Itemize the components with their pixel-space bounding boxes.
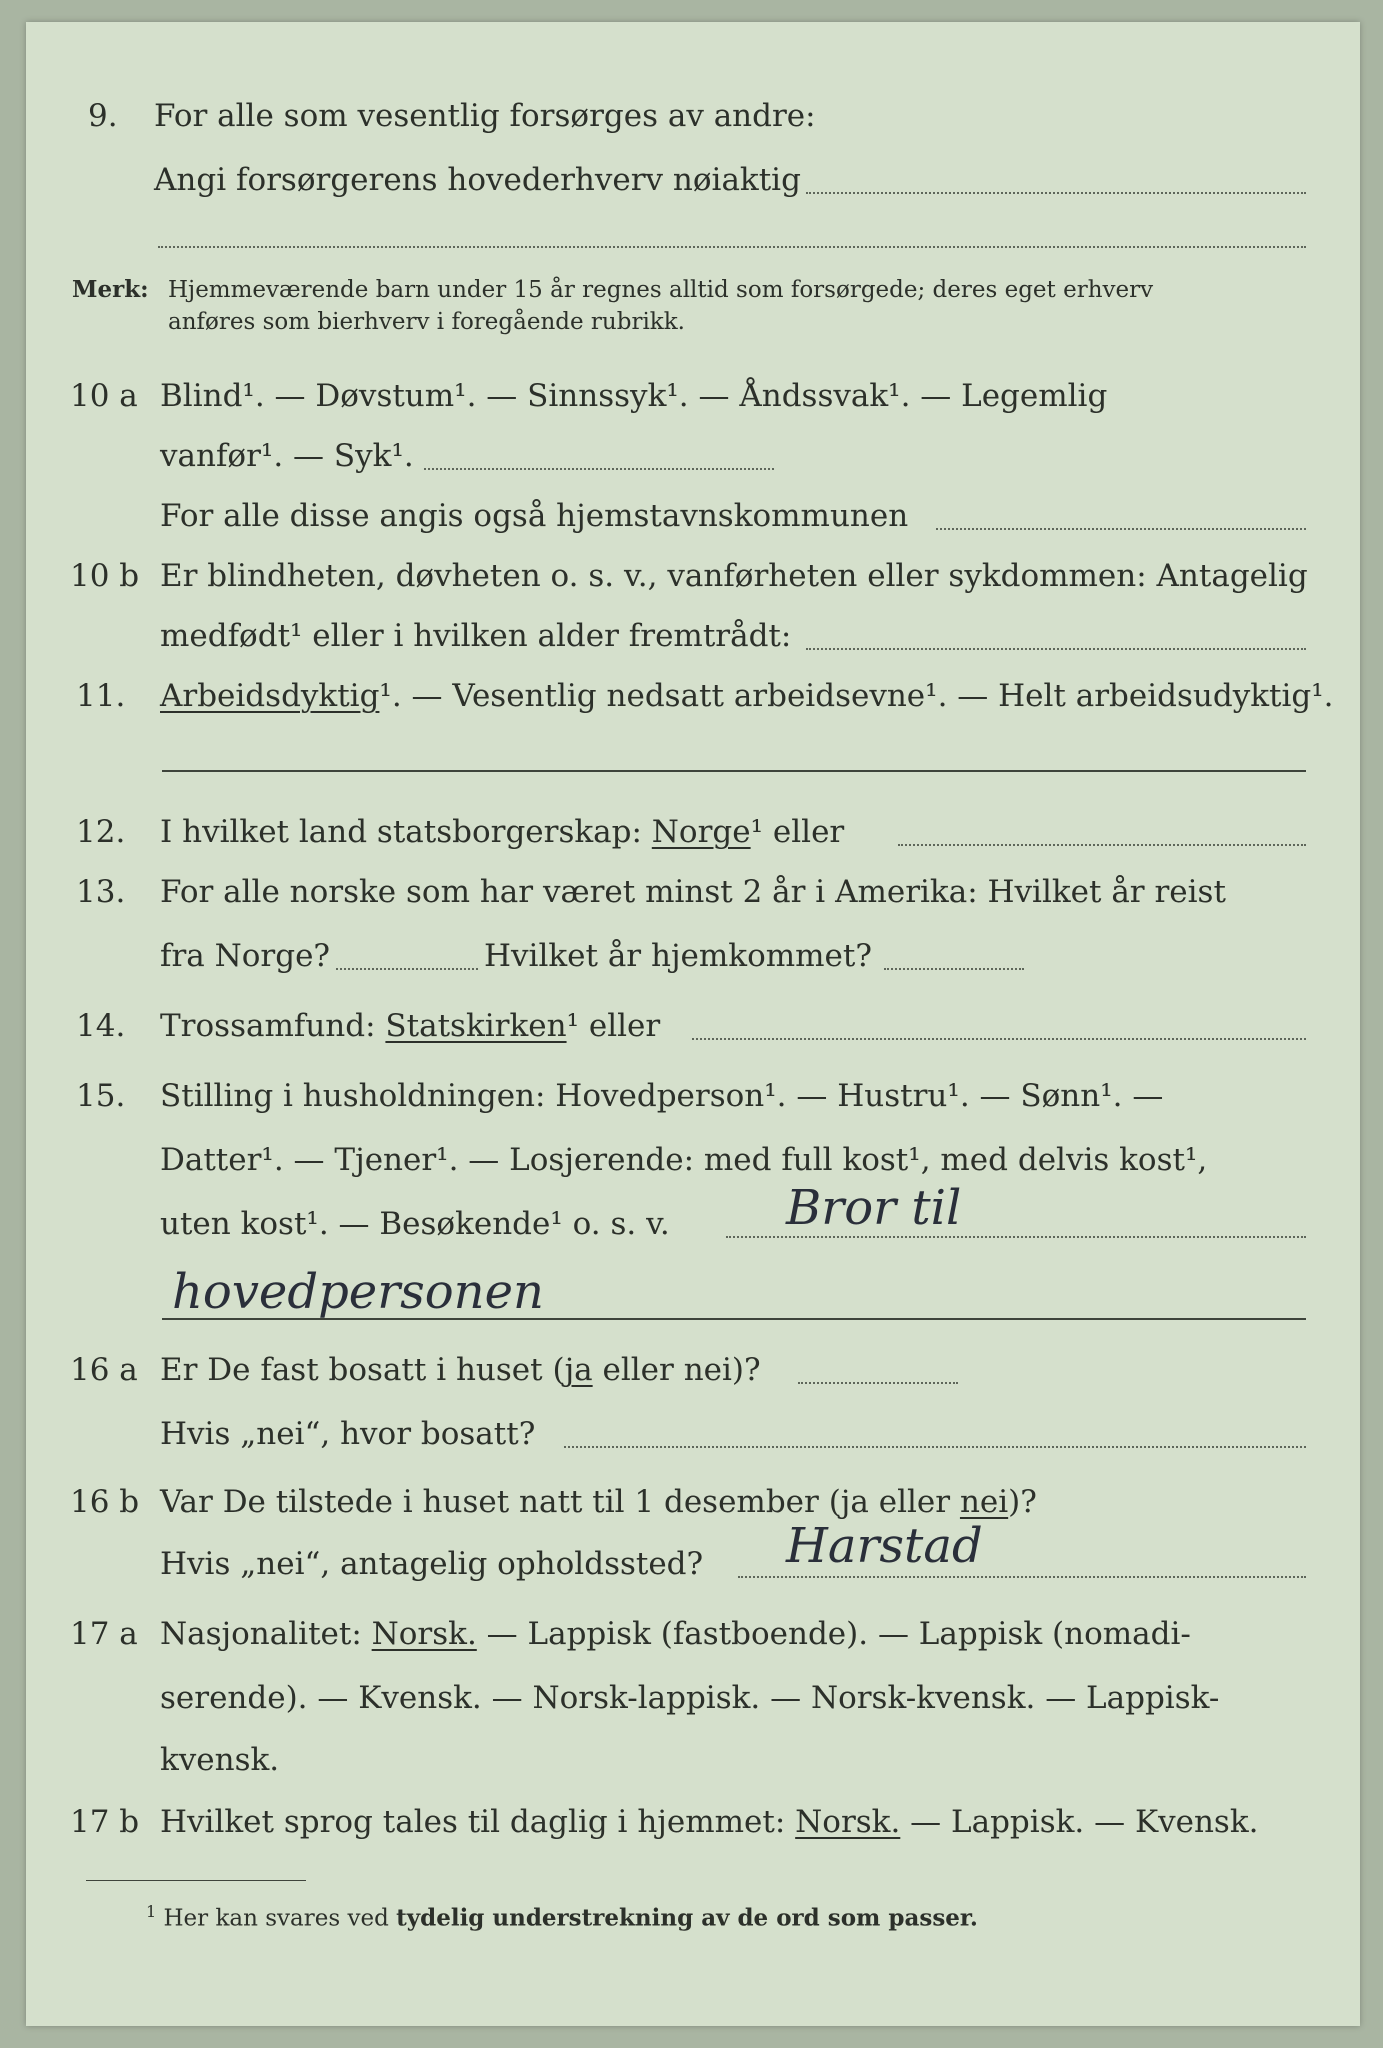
q10b-line2: medfødt¹ eller i hvilken alder fremtrådt:: [160, 618, 792, 654]
q16a-pre: Er De fast bosatt i huset (: [160, 1352, 565, 1388]
merk-line1: Hjemmeværende barn under 15 år regnes alltid som forsørgede; deres eget erhverv: [168, 277, 1154, 303]
q11-line: [160, 676, 1334, 716]
q10a-number: 10 a: [70, 378, 138, 414]
q10a-answer-line: [424, 468, 774, 470]
q17a-line3: kvensk.: [160, 1742, 280, 1778]
footnote: [146, 1896, 978, 1935]
q17a-norsk-underlined: Norsk.: [371, 1616, 477, 1652]
merk-line2: anføres som bierhverv i foregående rubrikk.: [168, 309, 685, 335]
q11-answer-line: [162, 770, 1306, 772]
q16a-bosatt-line: [564, 1446, 1306, 1448]
q16b-line1: [160, 1482, 1037, 1522]
q17b-norsk-underlined: Norsk.: [795, 1804, 901, 1840]
q12-norge-underlined: Norge: [651, 814, 751, 850]
q12-number: 12.: [76, 814, 126, 850]
q14-pre: Trossamfund:: [160, 1008, 376, 1044]
q15-line3: uten kost¹. — Besøkende¹ o. s. v.: [160, 1206, 670, 1242]
q16b-line2: Hvis „nei“, antagelig opholdssted?: [160, 1546, 704, 1582]
merk-label: Merk:: [72, 276, 149, 303]
q13-hjemkommet-line: [884, 968, 1024, 970]
q17a-post: — Lappisk (fastboende). — Lappisk (nomadi-: [476, 1616, 1191, 1652]
q10b-answer-line: [806, 648, 1306, 650]
q9-answer-line-2: [158, 246, 1306, 248]
q17b-number: 17 b: [70, 1804, 140, 1840]
q16b-nei-underlined: nei: [959, 1484, 1009, 1520]
q16b-number: 16 b: [70, 1484, 140, 1520]
q16b-post: )?: [1008, 1484, 1037, 1520]
q17a-line2: serende). — Kvensk. — Norsk-lappisk. — Norsk-kvensk. — Lappisk-: [160, 1680, 1220, 1716]
q17a-pre: Nasjonalitet:: [160, 1616, 362, 1652]
q13-reist-line: [336, 968, 478, 970]
q17b-post: — Lappisk. — Kvensk.: [900, 1804, 1259, 1840]
footnote-rule: [86, 1880, 306, 1881]
q10b-line1: Er blindheten, døvheten o. s. v., vanførheten eller sykdommen: Antagelig: [160, 558, 1308, 594]
footnote-text: Her kan svares ved: [163, 1905, 397, 1932]
q15-answer-line: [726, 1236, 1306, 1238]
q11-arbeidsdyktig-underlined: Arbeidsdyktig: [160, 678, 380, 714]
census-form-page: [26, 22, 1360, 2026]
q9-line1: For alle som vesentlig forsørges av andre:: [154, 98, 816, 134]
q10b-number: 10 b: [70, 558, 140, 594]
q9-number: 9.: [88, 98, 118, 134]
q15-line1: Stilling i husholdningen: Hovedperson¹. — Hustru¹. — Sønn¹. —: [160, 1078, 1164, 1114]
q16a-number: 16 a: [70, 1352, 138, 1388]
q10a-line1: Blind¹. — Døvstum¹. — Sinnssyk¹. — Åndssvak¹. — Legemlig: [160, 378, 1108, 414]
q14-answer-line: [692, 1038, 1306, 1040]
q15-line2: Datter¹. — Tjener¹. — Losjerende: med full kost¹, med delvis kost¹,: [160, 1142, 1208, 1178]
q10a-kommune-line: [936, 528, 1306, 530]
q13-number: 13.: [76, 874, 126, 910]
q17a-line1: [160, 1614, 1191, 1654]
q12-post: ¹ eller: [750, 814, 845, 850]
q14-post: ¹ eller: [566, 1008, 661, 1044]
q17b-pre: Hvilket sprog tales til daglig i hjemmet:: [160, 1804, 786, 1840]
q16b-pre: Var De tilstede i huset natt til 1 desember (ja eller: [160, 1484, 960, 1520]
q15-answer-line-2: [162, 1318, 1306, 1320]
q16a-line1: [160, 1350, 761, 1390]
q9-line2: Angi forsørgerens hovederhverv nøiaktig: [154, 162, 801, 198]
q15-number: 15.: [76, 1078, 126, 1114]
q17a-number: 17 a: [70, 1616, 138, 1652]
q13-line2a: fra Norge?: [160, 938, 331, 974]
q17b-line: [160, 1802, 1258, 1842]
q14-line: [160, 1006, 660, 1046]
q14-statskirken-underlined: Statskirken: [385, 1008, 567, 1044]
q13-line2b: Hvilket år hjemkommet?: [484, 938, 872, 974]
q15-handwritten-answer-1: Bror til: [786, 1180, 962, 1236]
q10a-line3: For alle disse angis også hjemstavnskommunen: [160, 498, 909, 534]
q12-line: [160, 812, 844, 852]
q12-pre: I hvilket land statsborgerskap:: [160, 814, 642, 850]
q15-handwritten-answer-2: hovedpersonen: [172, 1264, 544, 1320]
q16a-line2: Hvis „nei“, hvor bosatt?: [160, 1416, 536, 1452]
q16a-post: eller nei)?: [592, 1352, 761, 1388]
q9-answer-line: [806, 192, 1306, 194]
footnote-mark: 1: [146, 1902, 157, 1921]
q16a-ja-underlined: ja: [564, 1352, 593, 1388]
q11-rest: ¹. — Vesentlig nedsatt arbeidsevne¹. — Helt arbeidsudyktig¹.: [379, 678, 1334, 714]
q16b-opholdssted-line: [738, 1576, 1306, 1578]
q12-answer-line: [898, 844, 1306, 846]
footnote-bold-text: tydelig understrekning av de ord som passer.: [396, 1904, 978, 1932]
q13-line1: For alle norske som har været minst 2 år i Amerika: Hvilket år reist: [160, 874, 1226, 910]
q14-number: 14.: [76, 1008, 126, 1044]
q16b-handwritten-answer: Harstad: [786, 1518, 983, 1574]
q16a-answer-line: [798, 1382, 958, 1384]
q10a-line2: vanfør¹. — Syk¹.: [160, 438, 414, 474]
q11-number: 11.: [76, 678, 126, 714]
